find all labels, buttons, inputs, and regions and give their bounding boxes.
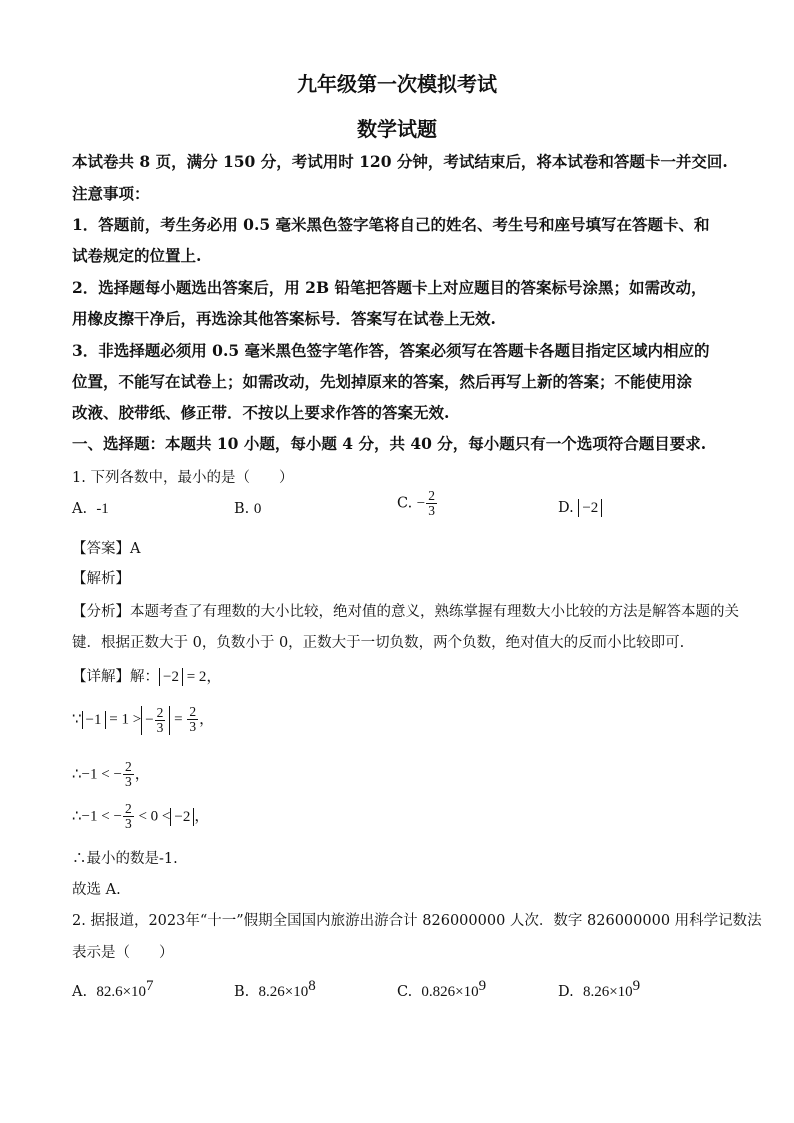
- option-label: B.: [234, 501, 250, 517]
- option-label: C.: [397, 495, 413, 512]
- q1-option-c: [397, 489, 438, 518]
- absolute-value-fraction: − $\frac{2}{3}$: [141, 706, 170, 735]
- absolute-value: −2: [159, 668, 183, 686]
- q1-detail-step3: [72, 760, 150, 789]
- option-base: 8.26×10: [258, 983, 309, 1000]
- fraction-denominator: 3: [156, 719, 164, 735]
- step-end: ，: [134, 766, 150, 783]
- q2-option-a: [72, 978, 154, 1001]
- notes-heading: 注意事项：: [72, 184, 150, 203]
- intro-text: 本试卷共 8 页，满分 150 分，考试用时 120 分钟，考试结束后，将本试卷和答题卡一并交回.: [72, 152, 728, 171]
- note3-line3: 改液、胶带纸、修正带．不按以上要求作答的答案无效.: [72, 403, 450, 422]
- q1-fenxi-line2: 键．根据正数大于 0，负数小于 0，正数大于一切负数，两个负数，绝对值大的反而小比较即可.: [72, 635, 685, 651]
- q1-choose: 故选 A.: [72, 882, 121, 898]
- fenxi-label: 【分析】: [72, 604, 130, 620]
- section1-heading: 一、选择题：本题共 10 小题，每小题 4 分，共 40 分，每小题只有一个选项符合题目要求.: [72, 434, 707, 453]
- q1-conclusion: ∴最小的数是-1.: [72, 851, 178, 867]
- q1-detail-step1: [72, 665, 221, 686]
- q1-fenxi-line1: [72, 600, 739, 621]
- note2-line1: 2．选择题每小题选出答案后，用 2B 铅笔把答题卡上对应题目的答案标号涂黑；如需改动，: [72, 278, 707, 297]
- note3-line2: 位置，不能写在试卷上；如需改动，先划掉原来的答案，然后再写上新的答案；不能使用涂: [72, 372, 693, 391]
- therefore-symbol: ∴: [72, 808, 82, 825]
- fraction-denominator: 3: [428, 503, 436, 519]
- q2-option-b: [234, 978, 316, 1001]
- therefore-symbol: ∴: [72, 766, 82, 783]
- fraction-numerator: 2: [156, 704, 164, 720]
- option-exponent: 9: [632, 978, 641, 994]
- q1-analysis-label: 【解析】: [72, 571, 130, 587]
- option-label: B.: [234, 983, 250, 1000]
- q1-detail-step2: [72, 705, 214, 735]
- detail-prefix: 解：: [130, 669, 159, 685]
- fraction-numerator: 2: [189, 704, 197, 719]
- absolute-value: −2: [578, 499, 602, 517]
- absolute-value: −2: [170, 808, 194, 826]
- step-text: = 1 >: [105, 711, 142, 728]
- step-end: ，: [194, 808, 210, 825]
- fraction-numerator: 2: [428, 488, 436, 503]
- q1-option-b: [234, 501, 261, 518]
- detail-label: 【详解】: [72, 669, 130, 685]
- note3-line1: 3．非选择题必须用 0.5 毫米黑色签字笔作答，答案必须写在答题卡各题目指定区域内相应的: [72, 341, 710, 360]
- option-exponent: 7: [146, 978, 154, 994]
- answer-value: A: [130, 541, 141, 557]
- option-sign: −: [416, 495, 426, 512]
- option-base: 82.6×10: [96, 983, 147, 1000]
- q1-option-d: [558, 499, 602, 517]
- step-text: < 0 <: [134, 808, 171, 825]
- q2-option-c: [397, 978, 486, 1001]
- option-value: -1: [96, 501, 109, 517]
- q2-stem-line1: 2. 据报道，2023年“十一”假期全国国内旅游出游合计 826000000 人次．数字 826000000 用科学记数法: [72, 913, 762, 929]
- step-text: = 2，: [182, 669, 222, 685]
- q2-option-d: [558, 978, 640, 1001]
- option-label: D.: [558, 983, 574, 1000]
- answer-label: 【答案】: [72, 541, 130, 557]
- q1-stem: 1. 下列各数中，最小的是（ ）: [72, 470, 294, 486]
- fraction-numerator: 2: [124, 801, 132, 816]
- step-text: −1 < −: [81, 808, 122, 825]
- note2-line2: 用橡皮擦干净后，再选涂其他答案标号．答案写在试卷上无效.: [72, 309, 496, 328]
- option-base: 0.826×10: [421, 983, 479, 1000]
- fenxi-text: 本题考查了有理数的大小比较，绝对值的意义，熟练掌握有理数大小比较的方法是解答本题的关: [130, 604, 739, 620]
- option-value: 0: [253, 501, 262, 517]
- exam-title: 九年级第一次模拟考试: [297, 72, 497, 96]
- option-exponent: 8: [308, 978, 316, 994]
- absolute-value: −1: [82, 711, 106, 729]
- step-text: −1 < −: [81, 766, 122, 783]
- equals-sign: =: [170, 711, 187, 728]
- option-exponent: 9: [478, 978, 487, 994]
- step-end: ，: [199, 711, 215, 728]
- fraction-denominator: 3: [124, 816, 132, 832]
- exam-subtitle: 数学试题: [357, 117, 437, 141]
- option-label: C.: [397, 983, 413, 1000]
- q2-stem-line2: 表示是（ ）: [72, 945, 174, 961]
- fraction-denominator: 3: [124, 774, 132, 790]
- q1-detail-step4: [72, 802, 209, 831]
- option-base: 8.26×10: [582, 983, 633, 1000]
- note1-line1: 1．答题前，考生务必用 0.5 毫米黑色签字笔将自己的姓名、考生号和座号填写在答题卡、和: [72, 215, 710, 234]
- option-label: A.: [72, 501, 88, 517]
- fraction-numerator: 2: [124, 759, 132, 774]
- fraction-denominator: 3: [189, 719, 197, 735]
- q1-answer: [72, 537, 140, 558]
- because-symbol: ∵: [72, 711, 82, 728]
- q1-option-a: [72, 501, 109, 518]
- option-label: D.: [558, 500, 574, 516]
- option-label: A.: [72, 983, 88, 1000]
- note1-line2: 试卷规定的位置上.: [72, 246, 202, 265]
